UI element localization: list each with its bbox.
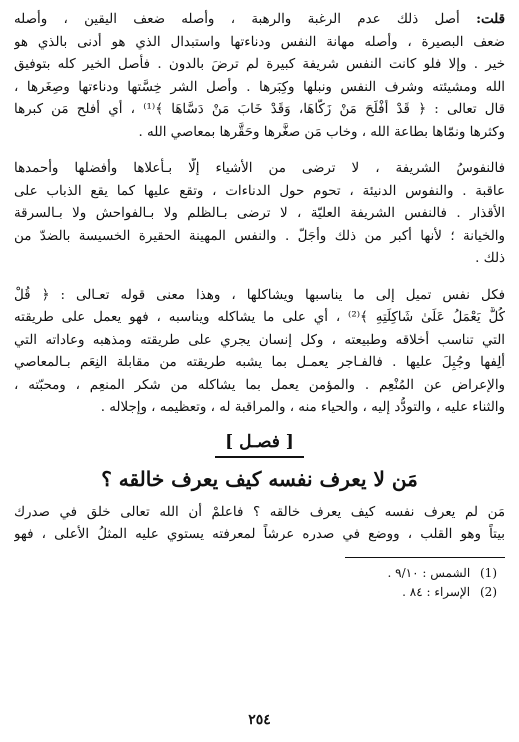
spacer <box>14 271 505 285</box>
paragraph-line: فالنفوسُ الشريفة ، لا ترضى من الأشياء إلَّا بـأعلاها وأفضلها وأحمدها <box>14 161 505 176</box>
footnote-number: (1) <box>479 565 497 580</box>
paragraph-line: قلت: أصل ذلك عدم الرغبة والرهبة ، وأصله ضعف اليقين ، وأصله <box>14 11 505 27</box>
paragraph-line: فكل نفس تميل إلى ما يناسبها ويشاكلها ، وهذا معنى قوله تعـالى : ﴿ قُلْ <box>14 287 505 303</box>
paragraph-line: الأقذار . فالنفس الشريفة العليّة ، لا ترضى بـالظلم ولا بـالفواحش ولا بـالسرقة <box>14 206 505 221</box>
paragraph-line: خير . وإلا فلو كانت النفس شريفة كبيرة لم ترضَ بالدون . فأصل الخير كله بتوفيق <box>14 57 505 72</box>
paragraph-line: مَن لم يعرف نفسه كيف يعرف خالقه ؟ فاعلمْ أن الله تعالى خلق في صدرك <box>14 504 505 520</box>
footnote <box>14 564 505 583</box>
paragraph-line: ذلك . <box>475 251 505 266</box>
footnote <box>14 583 505 602</box>
paragraph-2 <box>14 158 505 271</box>
footnote-number: (2) <box>479 584 497 599</box>
paragraph-line: كُلٌّ يَعْمَلُ عَلَىٰ شَاكِلَتِهِ ﴾⁽²⁾ ، أي على ما يشاكله ويناسبه ، فهو يعمل على طريقته <box>14 310 505 325</box>
paragraph-line: ضعف البصيرة ، وأصله مهانة النفس ودناءتها واستبدال الذي هو أدنى بالذي هو <box>14 34 505 50</box>
paragraph-line: أَلِفها وجُبِلَ عليها . فالفـاجر يعمـل بما يشبه طريقته من مقابلة النِعَم بـالمعاصي <box>14 355 505 370</box>
paragraph-lead: قلت: <box>476 11 505 27</box>
paragraph-line: قال تعالى : ﴿ قَدْ أَفْلَحَ مَنْ زَكَّاهَا، وَقَدْ خَابَ مَنْ دَسَّاهَا ﴾⁽¹⁾ ، أي أفلح مَن كبرها <box>14 102 505 117</box>
paragraph-3 <box>14 285 505 420</box>
footnote-text: الإسراء : ٨٤ . <box>402 584 471 599</box>
page-number: ٢٥٤ <box>248 712 271 728</box>
paragraph-line: الله ومشيئته وشرف النفس ونبلها وكِبَرها . وأصل الشر خِسَّتها ودناءتها وصِغَرها ، <box>14 79 505 95</box>
paragraph-line: وكثرها ونمّاها بطاعة الله ، وخاب مَن صغَّرها وحَقَّرها بمعاصي الله . <box>138 124 505 140</box>
paragraph-4 <box>14 502 505 547</box>
paragraph-line: والثناء عليه ، والتودُّد إليه ، والحياء منه ، والمراقبة له ، وتعظيمه ، وإجلاله . <box>100 400 505 415</box>
paragraph-line: والإعراض عن المُنْعِم . والمؤمن يعمل بما يشاكله من شكر المنعِم ، ومحبّته ، <box>14 377 505 393</box>
paragraph-line: والخيانة ؛ لأنها أكبر من ذلك وأجَلّ . والنفس المهينة الحقيرة الخسيسة بالضدّ من <box>14 228 505 244</box>
footnote-separator-wrap <box>14 557 505 558</box>
footnote-text: الشمس : ٩/١٠ . <box>387 565 471 580</box>
paragraph-line: بيتاً وهو القلب ، ووضع في صدره عرشاً لمعرفته يستوي عليه المثلُ الأعلى ، فهو <box>14 527 505 542</box>
paragraph-line: عاقبة . والنفوس الدنيئة ، تحوم حول الدناءات ، وتقع عليها كما يقع الذباب على <box>14 183 505 199</box>
paragraph-1 <box>14 8 505 144</box>
spacer <box>14 144 505 158</box>
section-label: [ فصـل ] <box>215 430 304 458</box>
section-label-wrap <box>14 430 505 460</box>
section-heading: مَن لا يعرف نفسه كيف يعرف خالقه ؟ <box>101 466 418 491</box>
footnote-separator <box>345 557 505 558</box>
paragraph-line: التي تناسب أخلاقه وطبيعته ، وكل إنسان يجري على طريقته ومذهبه وعاداته التي <box>14 332 505 348</box>
